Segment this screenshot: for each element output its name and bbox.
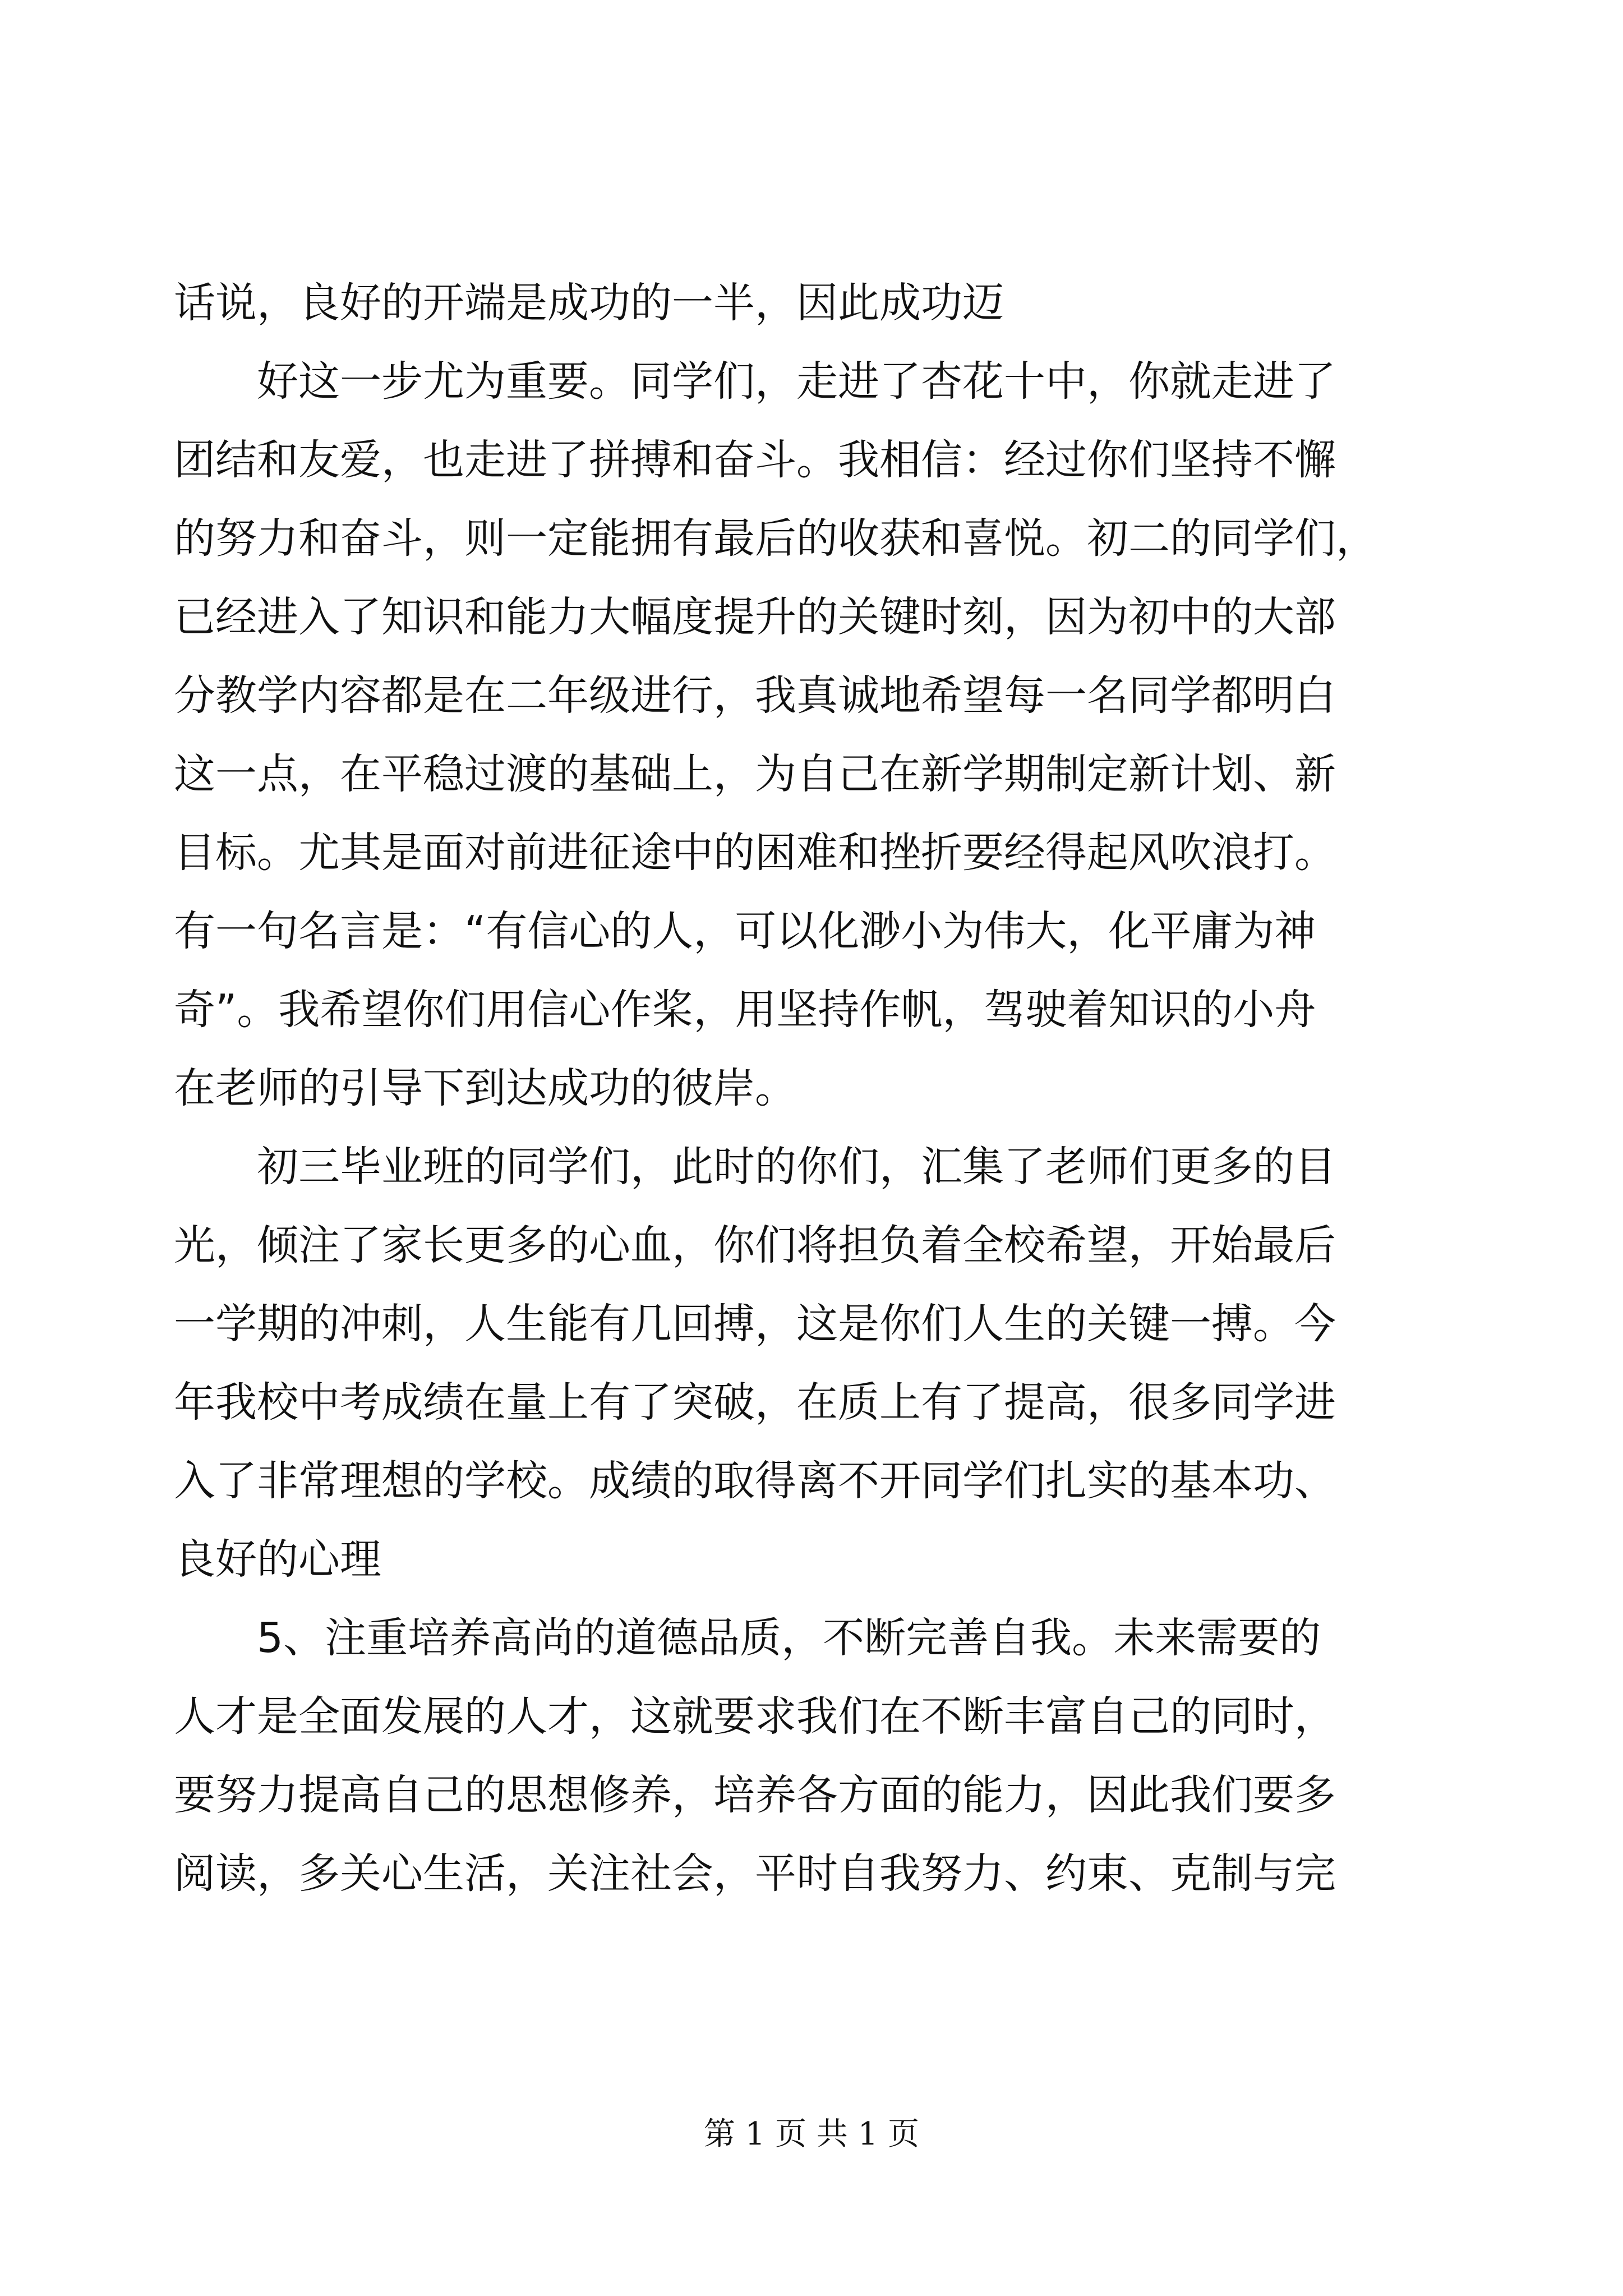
text-line-1: 话说，良好的开端是成功的一半，因此成功迈 bbox=[174, 279, 1004, 327]
text-line-8: 目标。尤其是面对前进征途中的困难和挫折要经得起风吹浪打。 bbox=[174, 829, 1336, 877]
text-line-9: 有一句名言是：“有信心的人，可以化渺小为伟大，化平庸为神 bbox=[174, 907, 1316, 955]
text-line-17: 良好的心理 bbox=[174, 1535, 381, 1584]
text-line-18: 5、注重培养高尚的道德品质，不断完善自我。未来需要的 bbox=[257, 1614, 1321, 1662]
text-line-11: 在老师的引导下到达成功的彼岸。 bbox=[174, 1064, 796, 1112]
text-line-16: 入了非常理想的学校。成绩的取得离不开同学们扎实的基本功、 bbox=[174, 1457, 1336, 1505]
text-line-5: 已经进入了知识和能力大幅度提升的关键时刻，因为初中的大部 bbox=[174, 593, 1336, 641]
body-text bbox=[174, 264, 1447, 1913]
text-line-14: 一学期的冲刺，人生能有几回搏，这是你们人生的关键一搏。今 bbox=[174, 1300, 1336, 1348]
page-footer: 第 1 页 共 1 页 bbox=[703, 2116, 920, 2152]
text-line-12: 初三毕业班的同学们，此时的你们，汇集了老师们更多的目 bbox=[257, 1143, 1336, 1191]
text-line-15: 年我校中考成绩在量上有了突破，在质上有了提高，很多同学进 bbox=[174, 1378, 1336, 1427]
text-line-4: 的努力和奋斗，则一定能拥有最后的收获和喜悦。初二的同学们， bbox=[174, 514, 1377, 563]
text-line-20: 要努力提高自己的思想修养，培养各方面的能力，因此我们要多 bbox=[174, 1771, 1336, 1819]
text-line-19: 人才是全面发展的人才，这就要求我们在不断丰富自己的同时， bbox=[174, 1692, 1336, 1741]
text-line-10: 奇”。我希望你们用信心作桨，用坚持作帆，驾驶着知识的小舟 bbox=[174, 986, 1316, 1034]
text-line-6: 分教学内容都是在二年级进行，我真诚地希望每一名同学都明白 bbox=[174, 671, 1336, 720]
text-line-2: 好这一步尤为重要。同学们，走进了杏花十中，你就走进了 bbox=[257, 357, 1336, 406]
text-line-3: 团结和友爱，也走进了拼搏和奋斗。我相信：经过你们坚持不懈 bbox=[174, 436, 1336, 484]
text-line-21: 阅读，多关心生活，关注社会，平时自我努力、约束、克制与完 bbox=[174, 1849, 1336, 1898]
text-line-13: 光，倾注了家长更多的心血，你们将担负着全校希望，开始最后 bbox=[174, 1221, 1336, 1269]
text-line-7: 这一点，在平稳过渡的基础上，为自己在新学期制定新计划、新 bbox=[174, 750, 1336, 798]
